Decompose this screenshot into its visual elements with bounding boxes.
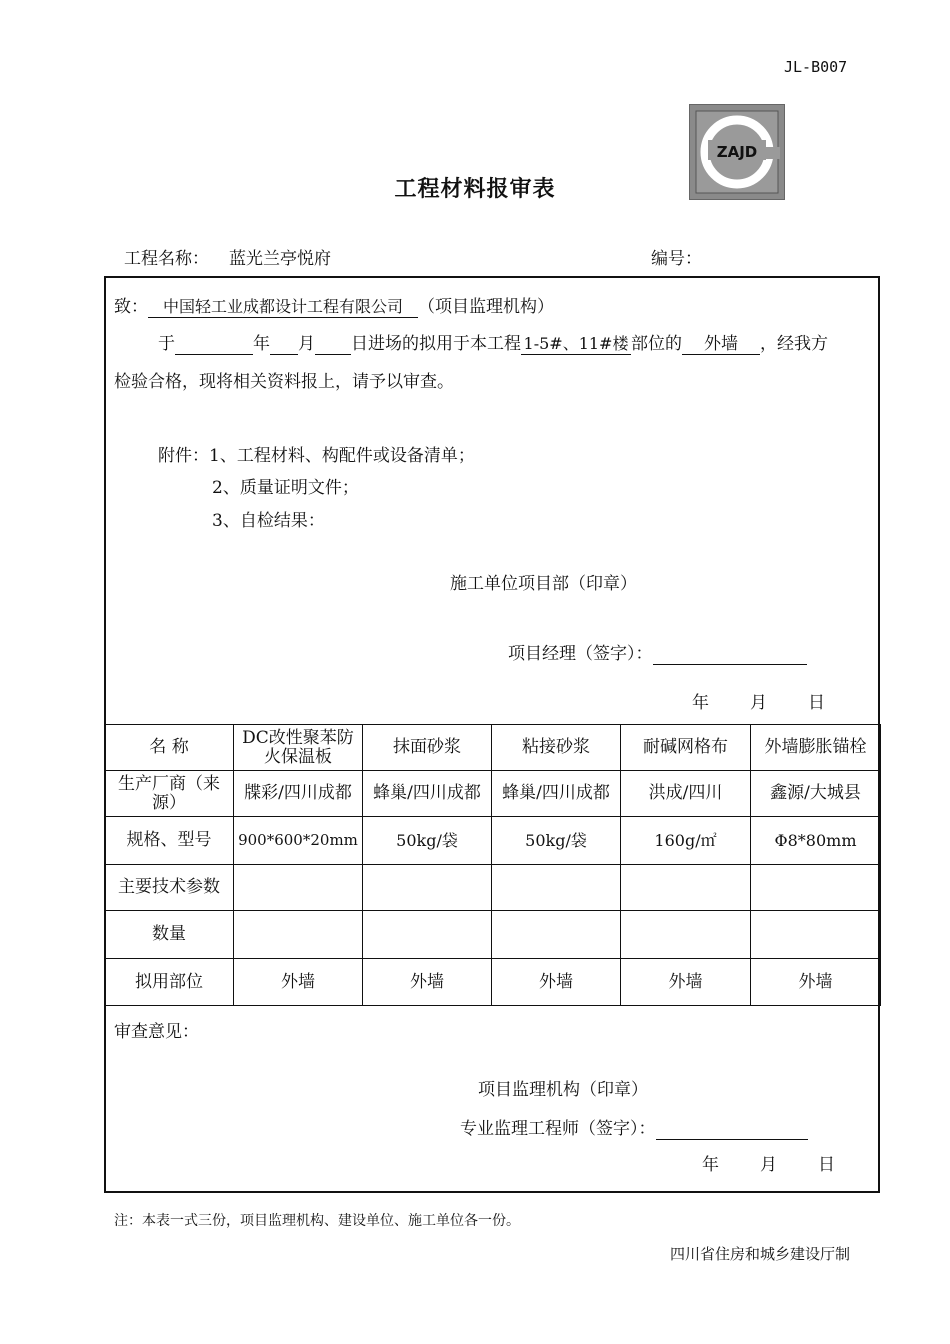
table-row-params	[105, 865, 881, 911]
cell-params-3[interactable]	[492, 865, 621, 911]
supervisor-suffix: （项目监理机构）	[418, 297, 554, 317]
cell-qty-5[interactable]	[751, 911, 881, 959]
issuer: 四川省住房和城乡建设厅制	[670, 1245, 851, 1263]
cell-use-1: 外墙	[234, 959, 363, 1006]
cell-params-4[interactable]	[621, 865, 751, 911]
cell-spec-4: 160g/㎡	[621, 817, 751, 865]
page-title: 工程材料报审表	[394, 177, 556, 202]
to-prefix: 致：	[114, 297, 148, 317]
cell-qty-4[interactable]	[621, 911, 751, 959]
cell-name-1: DC改性聚苯防火保温板	[234, 725, 363, 771]
table-row-name	[105, 725, 881, 771]
inspection-statement: 检验合格，现将相关资料报上，请予以审查。	[114, 372, 454, 392]
entry-month-field[interactable]	[270, 334, 298, 355]
row-label-qty: 数量	[105, 911, 234, 959]
cell-params-2[interactable]	[363, 865, 492, 911]
location-field[interactable]: 1-5#、11#楼	[521, 334, 631, 355]
review-date-day: 日	[818, 1155, 835, 1175]
contractor-date-day: 日	[808, 693, 825, 713]
table-row-maker	[105, 771, 881, 817]
contractor-date-month: 月	[750, 693, 767, 713]
materials-table	[104, 724, 881, 1006]
line-suffix: ，经我方	[760, 334, 828, 354]
cell-maker-4: 洪成/四川	[621, 771, 751, 817]
manager-label: 项目经理（签字）：	[508, 644, 653, 664]
row-label-name: 名 称	[105, 725, 234, 771]
entry-day-field[interactable]	[315, 334, 351, 355]
attachment-3: 3、自检结果：	[212, 511, 325, 531]
entry-year-field[interactable]	[175, 334, 253, 355]
cell-qty-1[interactable]	[234, 911, 363, 959]
addressee-line	[114, 292, 554, 318]
part-field[interactable]: 外墙	[682, 334, 760, 355]
year-char: 年	[253, 334, 270, 354]
review-date-month: 月	[760, 1155, 777, 1175]
cell-spec-2: 50kg/袋	[363, 817, 492, 865]
cell-spec-3: 50kg/袋	[492, 817, 621, 865]
serial-number-label: 编号：	[651, 249, 702, 269]
cell-use-3: 外墙	[492, 959, 621, 1006]
cell-params-1[interactable]	[234, 865, 363, 911]
project-name-label: 工程名称：	[124, 249, 209, 269]
engineer-signature-line	[460, 1114, 808, 1140]
cell-params-5[interactable]	[751, 865, 881, 911]
project-name-value: 蓝光兰亭悦府	[229, 249, 331, 269]
form-code: JL-B007	[784, 58, 848, 76]
part-text: 部位的	[631, 334, 682, 354]
cell-spec-5: Φ8*80mm	[751, 817, 881, 865]
cell-spec-1: 900*600*20mm	[234, 817, 363, 865]
engineer-label: 专业监理工程师（签字）：	[460, 1119, 656, 1139]
review-date-year: 年	[702, 1155, 719, 1175]
cell-name-5: 外墙膨胀锚栓	[751, 725, 881, 771]
contractor-date-year: 年	[692, 693, 709, 713]
cell-use-2: 外墙	[363, 959, 492, 1006]
table-row-use	[105, 959, 881, 1006]
row-label-spec: 规格、型号	[105, 817, 234, 865]
row-label-maker: 生产厂商（来源）	[105, 771, 234, 817]
manager-signature-line	[508, 639, 807, 665]
table-row-spec	[105, 817, 881, 865]
supervisor-seal-label: 项目监理机构（印章）	[478, 1080, 648, 1100]
cell-name-3: 粘接砂浆	[492, 725, 621, 771]
review-label: 审查意见：	[114, 1022, 199, 1042]
cell-use-5: 外墙	[751, 959, 881, 1006]
month-char: 月	[298, 334, 315, 354]
footnote: 注：本表一式三份，项目监理机构、建设单位、施工单位各一份。	[114, 1213, 520, 1229]
cell-name-2: 抹面砂浆	[363, 725, 492, 771]
cell-qty-3[interactable]	[492, 911, 621, 959]
cell-maker-1: 牒彩/四川成都	[234, 771, 363, 817]
entry-prefix: 于	[158, 334, 175, 354]
cell-qty-2[interactable]	[363, 911, 492, 959]
contractor-seal-label: 施工单位项目部（印章）	[450, 574, 637, 594]
manager-signature-field[interactable]	[653, 644, 807, 665]
day-text: 日进场的拟用于本工程	[351, 334, 521, 354]
engineer-signature-field[interactable]	[656, 1119, 808, 1140]
cell-maker-3: 蜂巢/四川成都	[492, 771, 621, 817]
cell-maker-5: 鑫源/大城县	[751, 771, 881, 817]
table-row-qty	[105, 911, 881, 959]
attachment-1: 附件：1、工程材料、构配件或设备清单；	[158, 446, 475, 466]
supervisor-org[interactable]: 中国轻工业成都设计工程有限公司	[148, 297, 418, 318]
attachment-2: 2、质量证明文件；	[212, 478, 359, 498]
cell-name-4: 耐碱网格布	[621, 725, 751, 771]
logo-text: ZAJD	[716, 143, 758, 161]
row-label-params: 主要技术参数	[105, 865, 234, 911]
cell-maker-2: 蜂巢/四川成都	[363, 771, 492, 817]
entry-line	[158, 329, 828, 355]
cell-use-4: 外墙	[621, 959, 751, 1006]
row-label-use: 拟用部位	[105, 959, 234, 1006]
